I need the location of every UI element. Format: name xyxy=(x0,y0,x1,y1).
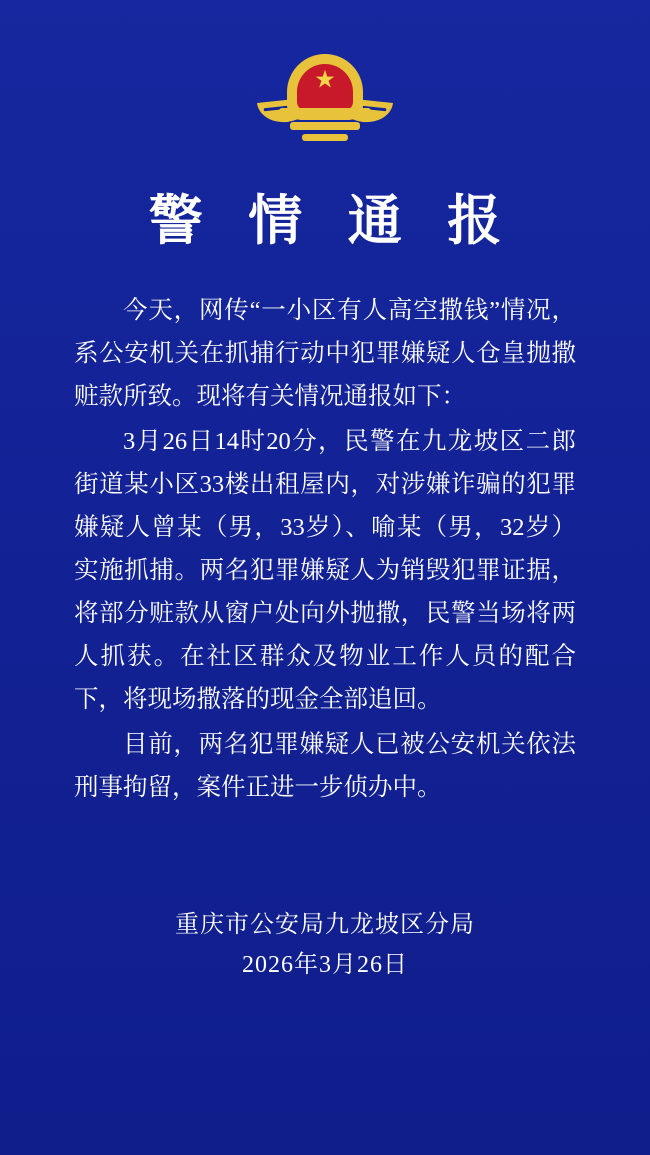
emblem-bar-top xyxy=(279,108,371,117)
signature-block xyxy=(0,905,650,985)
notice-paragraph-1: 今天，网传“一小区有人高空撒钱”情况，系公安机关在抓捕行动中犯罪嫌疑人仓皇抛撒赃款所致。现将有关情况通报如下： xyxy=(74,297,576,410)
emblem-bar-middle xyxy=(290,122,360,130)
notice-body xyxy=(74,289,576,809)
emblem-container xyxy=(0,0,650,152)
emblem-star-icon: ★ xyxy=(315,69,335,91)
issuing-organization: 重庆市公安局九龙坡区分局 xyxy=(175,912,475,938)
notice-paragraph-2: 3月26日14时20分，民警在九龙坡区二郎街道某小区33楼出租屋内，对涉嫌诈骗的犯罪嫌疑人曾某（男，33岁）、喻某（男，32岁）实施抓捕。两名犯罪嫌疑人为销毁犯罪证据，将部分赃款从窗户处向外抛撒，民警当场将两人抓获。在社区群众及物业工作人员的配合下，将现场撒落的现金全部追回。 xyxy=(74,428,576,713)
police-emblem-icon xyxy=(260,48,390,152)
notice-paragraph-3: 目前，两名犯罪嫌疑人已被公安机关依法刑事拘留，案件正进一步侦办中。 xyxy=(74,731,576,801)
emblem-bar-bottom xyxy=(302,134,348,141)
page-title: 警 情 通 报 xyxy=(148,191,518,251)
issue-date: 2026年3月26日 xyxy=(242,952,408,978)
